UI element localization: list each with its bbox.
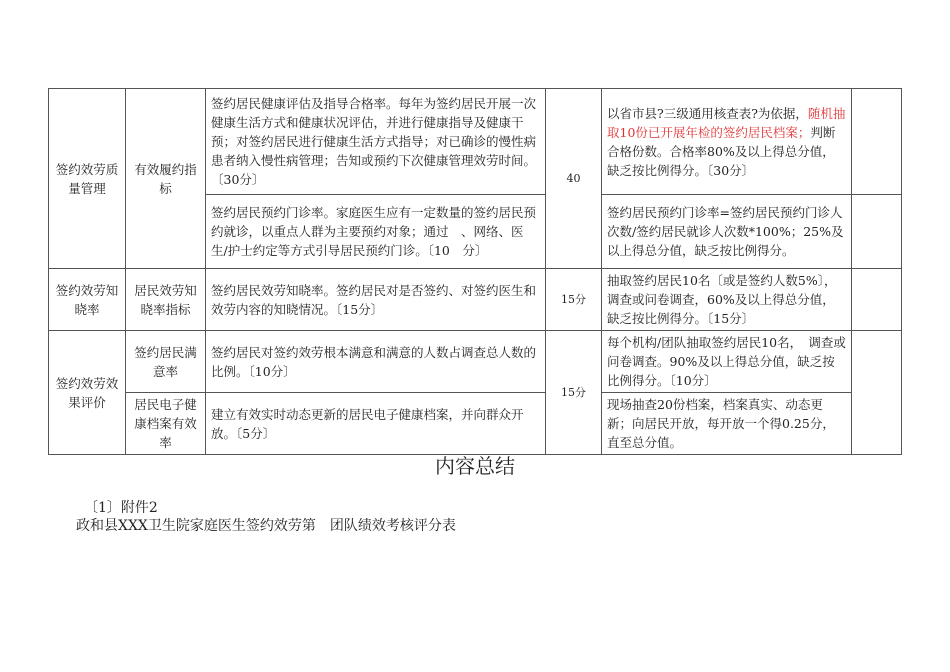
evaluation-table-container [48,88,901,455]
category-cell: 签约效劳知晓率 [49,269,126,331]
document-title: 政和县XXX卫生院家庭医生签约效劳第 团队绩效考核评分表 [76,518,456,534]
evaluation-table [48,88,902,455]
category-cell: 签约效劳质量管理 [49,89,126,269]
method-cell: 每个机构/团队抽取签约居民10名， 调查或问卷调查。90%及以上得总分值，缺乏按比例得分。〔10分〕 [602,331,852,393]
score-cell: 15分 [546,269,602,331]
method-highlight-text: 随机抽取10份已开展年检的签约居民档案； [607,105,846,140]
content-cell: 签约居民效劳知晓率。签约居民对是否签约、对签约医生和效劳内容的知晓情况。〔15分〕 [206,269,546,331]
summary-title: 内容总结 [435,454,515,478]
indicator-cell: 居民效劳知晓率指标 [126,269,206,331]
remark-cell [852,195,902,269]
category-cell: 签约效劳效果评价 [49,331,126,455]
content-cell: 签约居民健康评估及指导合格率。每年为签约居民开展一次健康生活方式和健康状况评估，并进行健康指导及健康干预；对签约居民进行健康生活方式指导；对已确诊的慢性病患者纳入慢性病管理；告知或预约下次健康管理效劳时间。〔30分〕 [206,89,546,195]
remark-cell [852,89,902,195]
table-row [49,393,902,455]
table-row [49,269,902,331]
indicator-cell: 有效履约指标 [126,89,206,269]
attachment-label: 〔1〕附件2 [84,500,158,516]
content-cell: 建立有效实时动态更新的居民电子健康档案，并向群众开放。〔5分〕 [206,393,546,455]
remark-cell [852,331,902,455]
content-cell: 签约居民预约门诊率。家庭医生应有一定数量的签约居民预约就诊，以重点人群为主要预约对象；通过 、网络、医生/护士约定等方式引导居民预约门诊。〔10 分〕 [206,195,546,269]
method-cell [602,89,852,195]
table-row [49,331,902,393]
method-cell: 签约居民预约门诊率=签约居民预约门诊人次数/签约居民就诊人次数*100%；25%及以上得总分值，缺乏按比例得分。 [602,195,852,269]
method-cell: 抽取签约居民10名〔或是签约人数5%〕， 调查或问卷调查，60%及以上得总分值，缺乏按比例得分。〔15分〕 [602,269,852,331]
remark-cell [852,269,902,331]
content-cell: 签约居民对签约效劳根本满意和满意的人数占调查总人数的比例。〔10分〕 [206,331,546,393]
method-text: 判断合格份数。合格率80%及以上得总分值，缺乏按比例得分。〔30分〕 [607,124,836,178]
score-cell: 15分 [546,331,602,455]
method-text: 以省市县?三级通用核查表?为依据， [607,105,808,121]
table-row [49,89,902,195]
method-cell: 现场抽查20份档案，档案真实、动态更新；向居民开放，每开放一个得0.25分，直至总分值。 [602,393,852,455]
score-cell: 40 [546,89,602,269]
indicator-cell: 居民电子健康档案有效率 [126,393,206,455]
indicator-cell: 签约居民满意率 [126,331,206,393]
